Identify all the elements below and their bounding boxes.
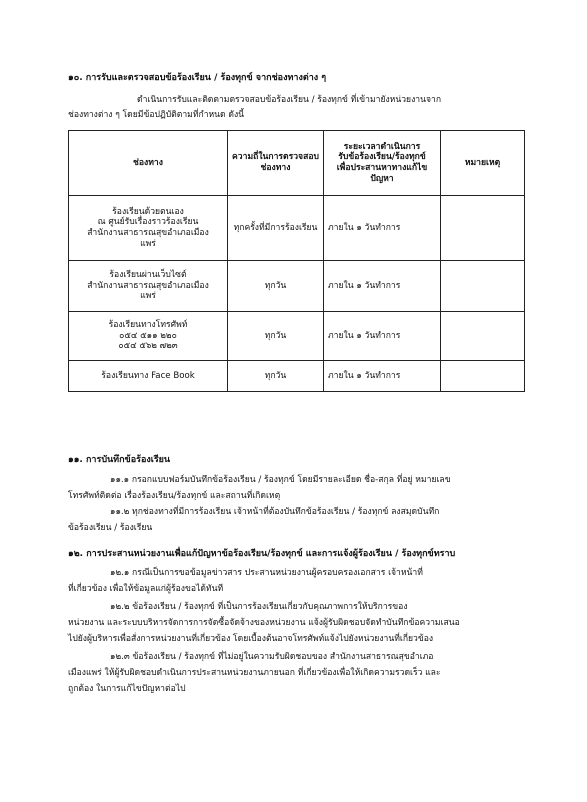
channel-cell: [69, 196, 228, 261]
table-row: [69, 361, 525, 392]
channel-cell: [69, 261, 228, 312]
section-10-heading: ๑๐. การรับและตรวจสอบข้อร้องเรียน / ร้องทุกข์ จากช่องทางต่าง ๆ: [68, 73, 327, 83]
section-12-item-3-line-1: ๑๒.๓ ข้อร้องเรียน / ร้องทุกข์ ที่ไม่อยู่ในความรับผิดชอบของ สำนักงานสาธารณสุขอำเภอ: [110, 652, 434, 662]
section-11-item-1-line-1: ๑๑.๑ กรอกแบบฟอร์มบันทึกข้อร้องเรียน / ร้องทุกข์ โดยมีรายละเอียด ชื่อ-สกุล ที่อยู่ หมายเลข: [110, 475, 451, 485]
frequency-cell: ทุกวัน: [228, 361, 324, 392]
section-12-heading: ๑๒. การประสานหน่วยงานเพื่อแก้ปัญหาข้อร้องเรียน/ร้องทุกข์ และการแจ้งผู้ร้องเรียน / ร้องทุกข์ทราบ: [68, 549, 456, 559]
section-12-item-2-line-2: หน่วยงาน และระบบบริหารจัดการการจัดซื้อจัดจ้างของหน่วยงาน แจ้งผู้รับผิดชอบจัดทำบันทึกข้อความเสนอ: [68, 618, 460, 628]
channel-line: สำนักงานสาธารณสุขอำเภอเมือง: [87, 280, 209, 291]
section-11-item-2-line-2: ข้อร้องเรียน / ร้องเรียน: [68, 523, 153, 533]
complaint-channels-table: [68, 130, 525, 392]
header-duration: [324, 131, 441, 196]
channel-line: สำนักงานสาธารณสุขอำเภอเมือง: [87, 228, 209, 238]
table-row: [69, 261, 525, 312]
header-remark: หมายเหตุ: [441, 131, 525, 196]
channel-line: ร้องเรียนด้วยตนเอง: [112, 206, 184, 217]
frequency-cell: ทุกวัน: [228, 312, 324, 361]
remark-cell: [441, 261, 525, 312]
section-12-item-2-line-1: ๑๒.๒ ข้อร้องเรียน / ร้องทุกข์ ที่เป็นการร้องเรียนเกี่ยวกับคุณภาพการให้บริการของ: [110, 602, 408, 612]
table-row: [69, 196, 525, 261]
section-12-item-3-line-2: เมืองแพร่ ให้ผู้รับผิดชอบดำเนินการประสานหน่วยงานภายนอก ที่เกี่ยวข้องเพื่อให้เกิดความรวดเร็ว และ: [68, 668, 441, 678]
remark-cell: [441, 312, 525, 361]
duration-cell: ภายใน ๑ วันทำการ: [324, 261, 441, 312]
section-12-item-2-line-3: ไปยังผู้บริหารเพื่อสั่งการหน่วยงานที่เกี่ยวข้อง โดยเบื้องต้นอาจโทรศัพท์แจ้งไปยังหน่วยงานที่เกี่ยวข้อง: [68, 634, 434, 644]
channel-line: ณ ศูนย์รับเรื่องราวร้องเรียน: [97, 217, 199, 228]
header-channel: ช่องทาง: [69, 131, 228, 196]
section-10-intro-line-2: ช่องทางต่าง ๆ โดยมีข้อปฏิบัติตามที่กำหนด ดังนี้: [68, 110, 245, 120]
table-row: [69, 312, 525, 361]
channel-line: ร้องเรียนทางโทรศัพท์: [108, 319, 188, 330]
header-duration-line: ระยะเวลาดำเนินการ: [343, 141, 421, 152]
table-header-row: [69, 131, 525, 196]
header-duration-line: เพื่อประสานหาทางแก้ไข: [336, 163, 428, 173]
frequency-cell: ทุกวัน: [228, 261, 324, 312]
section-12-item-3-line-3: ถูกต้อง ในการแก้ไขปัญหาต่อไป: [68, 684, 186, 694]
remark-cell: [441, 361, 525, 392]
channel-line: แพร่: [140, 291, 156, 302]
duration-cell: ภายใน ๑ วันทำการ: [324, 196, 441, 261]
header-frequency: ความถี่ในการตรวจสอบช่องทาง: [228, 131, 324, 196]
section-10-intro-line-1: ดำเนินการรับและติดตามตรวจสอบข้อร้องเรียน / ร้องทุกข์ ที่เข้ามายังหน่วยงานจาก: [137, 95, 442, 105]
header-duration-line: รับข้อร้องเรียน/ร้องทุกข์: [338, 152, 426, 163]
duration-cell: ภายใน ๑ วันทำการ: [324, 312, 441, 361]
section-12-item-1-line-2: ที่เกี่ยวข้อง เพื่อให้ข้อมูลแก่ผู้ร้องขอได้ทันที: [68, 584, 224, 594]
channel-line: ร้องเรียนทาง Face Book: [101, 370, 195, 381]
channel-line: ๐๕๔ ๕๖๒ ๗๒๓: [118, 341, 178, 352]
channel-cell: [69, 361, 228, 392]
header-duration-line: ปัญหา: [370, 173, 394, 184]
channel-line: แพร่: [140, 238, 156, 249]
duration-cell: ภายใน ๑ วันทำการ: [324, 361, 441, 392]
frequency-cell: ทุกครั้งที่มีการร้องเรียน: [228, 196, 324, 261]
channel-line: ๐๕๔ ๕๑๑ ๒๒๐: [119, 330, 177, 341]
section-11-heading: ๑๑. การบันทึกข้อร้องเรียน: [68, 455, 171, 465]
channel-line: ร้องเรียนผ่านเว็บไซต์: [109, 269, 187, 280]
section-11-item-1-line-2: โทรศัพท์ติดต่อ เรื่องร้องเรียน/ร้องทุกข์ และสถานที่เกิดเหตุ: [68, 491, 281, 501]
section-12-item-1-line-1: ๑๒.๑ กรณีเป็นการขอข้อมูลข่าวสาร ประสานหน่วยงานผู้ครอบครองเอกสาร เจ้าหน้าที่: [110, 568, 423, 578]
section-11-item-2-line-1: ๑๑.๒ ทุกช่องทางที่มีการร้องเรียน เจ้าหน้าที่ต้องบันทึกข้อร้องเรียน / ร้องทุกข์ ลงสมุดบันทึก: [110, 507, 440, 517]
remark-cell: [441, 196, 525, 261]
channel-cell: [69, 312, 228, 361]
